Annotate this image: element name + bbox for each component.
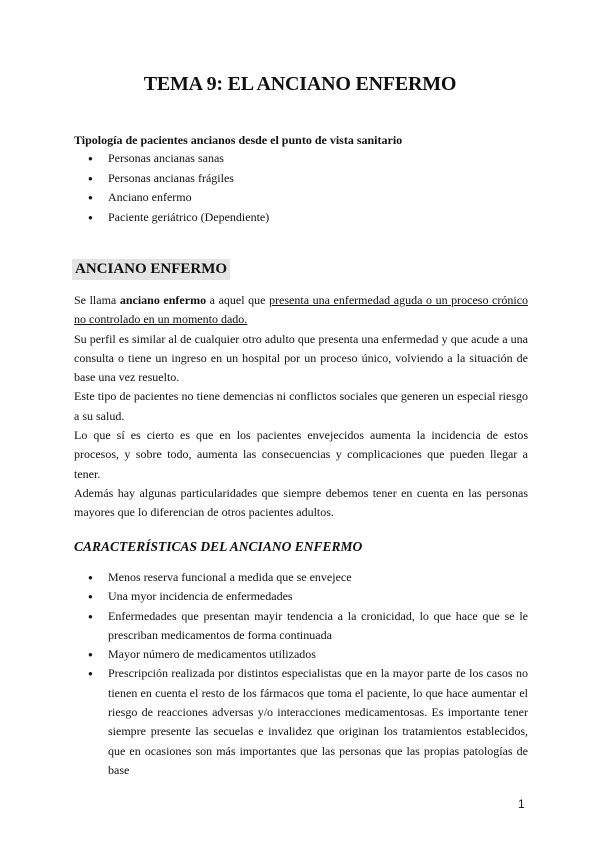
underlined-definition: presenta una enfermedad aguda o un proceso crónico no controlado en un momento dado.: [74, 293, 529, 327]
list-item: ● Enfermedades que presentan mayir tendencia a la cronicidad, lo que hace que se le prescriban medicamentos de forma continuada: [74, 607, 528, 646]
paragraph-definition: Se llama anciano enfermo a aquel que presenta una enfermedad aguda o un proceso crónico no controlado en un momento dado.: [74, 293, 529, 327]
section-heading: ANCIANO ENFERMO: [72, 259, 230, 280]
paragraph: Su perfil es similar al de cualquier otro adulto que presenta una enfermedad y que acude a una consulta o tiene un ingreso en un hospital por un proceso único, volviendo a la situación de base una vez resuelto.: [74, 331, 528, 385]
list-item: ● Personas ancianas sanas: [74, 149, 534, 169]
characteristics-heading: CARACTERÍSTICAS DEL ANCIANO ENFERMO: [74, 539, 363, 554]
page-title: TEMA 9: EL ANCIANO ENFERMO: [143, 73, 457, 95]
typology-heading: Tipología de pacientes ancianos desde el punto de vista sanitario: [74, 133, 403, 147]
list-item: ● Prescripción realizada por distintos especialistas que en la mayor parte de los casos no tienen en cuenta el resto de los fármacos que toma el paciente, lo que hace aumentar el riesgo de reacciones adversas y/o interacciones medicamentosas. Es importante tener siempre presente las secuelas e invalidez que originan los tratamientos establecidos, que en ocasiones son más importantes que las personas que las propias patologías de base: [74, 664, 528, 780]
characteristics-list: [74, 568, 528, 780]
bold-term: anciano enfermo: [119, 293, 207, 307]
list-item: ● Mayor número de medicamentos utilizados: [74, 645, 528, 664]
paragraph: Este tipo de pacientes no tiene demencias ni conflictos sociales que generen un especial riesgo a su salud.: [74, 389, 528, 423]
page-number: 1: [518, 797, 525, 811]
typology-list: [74, 149, 534, 227]
list-item: ● Paciente geriátrico (Dependiente): [74, 208, 534, 228]
section-body: [74, 291, 528, 523]
list-item: ● Personas ancianas frágiles: [74, 169, 534, 189]
list-item: ● Menos reserva funcional a medida que se envejece: [74, 568, 528, 587]
list-item: ● Una myor incidencia de enfermedades: [74, 587, 528, 606]
list-item: ● Anciano enfermo: [74, 188, 534, 208]
paragraph: Lo que sí es cierto es que en los pacientes envejecidos aumenta la incidencia de estos procesos, y sobre todo, aumenta las consecuencias y complicaciones que pueden llegar a tener.: [74, 428, 528, 481]
paragraph: Además hay algunas particularidades que siempre debemos tener en cuenta en las personas mayores que lo diferencian de otros pacientes adultos.: [74, 485, 528, 520]
